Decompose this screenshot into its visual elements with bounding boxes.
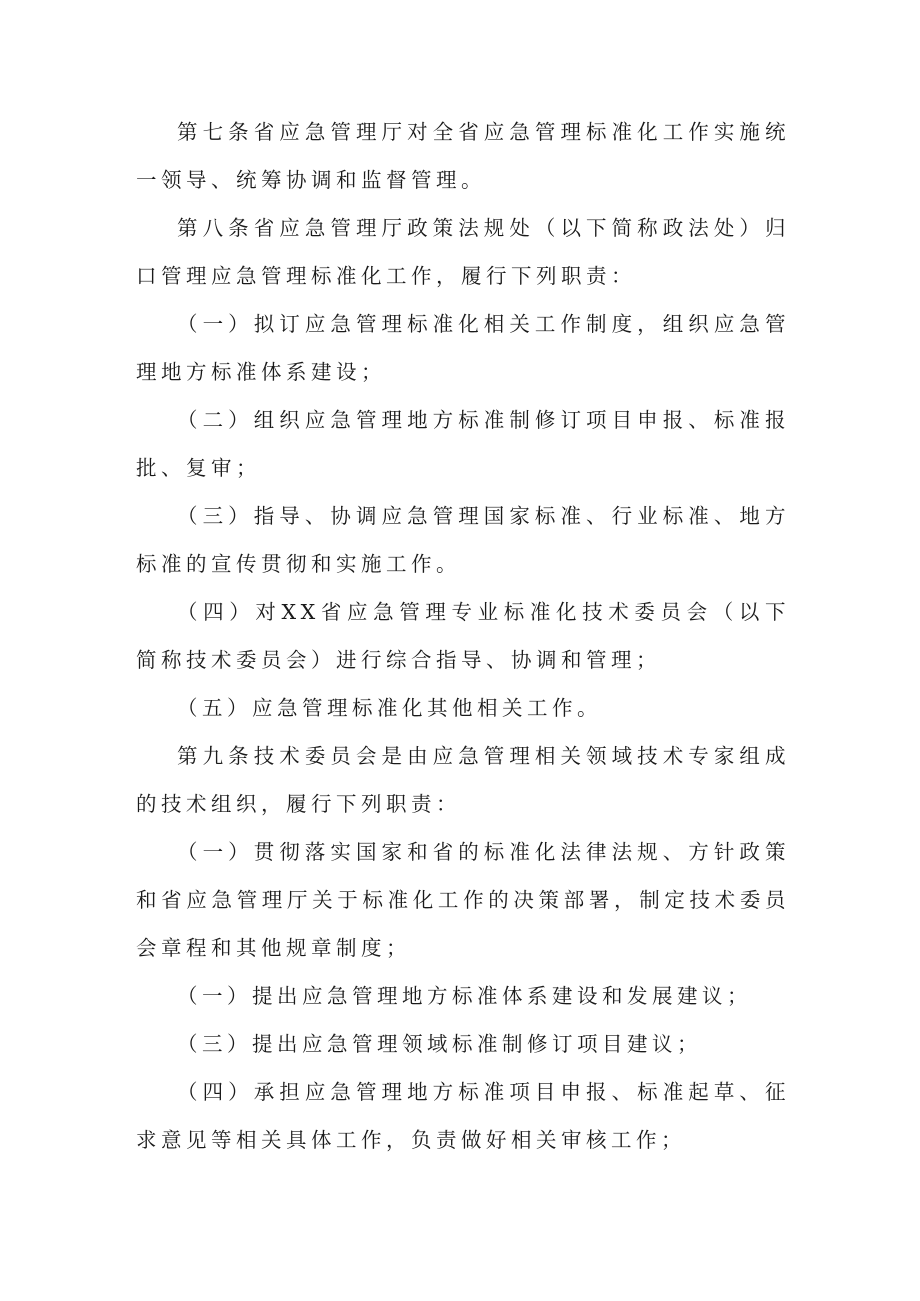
article-8-paragraph: 第八条省应急管理厅政策法规处（以下简称政法处）归口管理应急管理标准化工作，履行下列职责： — [136, 216, 790, 288]
document-body — [136, 108, 790, 1164]
article-9-item-2: （一）提出应急管理地方标准体系建设和发展建议； — [177, 984, 752, 1008]
article-8-item-2: （二）组织应急管理地方标准制修订项目申报、标准报批、复审； — [136, 408, 790, 480]
article-9-item-4: （四）承担应急管理地方标准项目申报、标准起草、征求意见等相关具体工作，负责做好相关审核工作； — [136, 1080, 790, 1152]
article-9-item-3: （三）提出应急管理领域标准制修订项目建议； — [177, 1032, 702, 1056]
article-8-item-1: （一）拟订应急管理标准化相关工作制度，组织应急管理地方标准体系建设； — [136, 312, 790, 384]
article-7-paragraph: 第七条省应急管理厅对全省应急管理标准化工作实施统一领导、统筹协调和监督管理。 — [136, 120, 790, 192]
article-9-item-1: （一）贯彻落实国家和省的标准化法律法规、方针政策和省应急管理厅关于标准化工作的决策部署，制定技术委员会章程和其他规章制度； — [136, 840, 790, 960]
article-8-item-5: （五）应急管理标准化其他相关工作。 — [177, 696, 602, 720]
article-9-paragraph: 第九条技术委员会是由应急管理相关领域技术专家组成的技术组织，履行下列职责： — [136, 744, 790, 816]
article-8-item-3: （三）指导、协调应急管理国家标准、行业标准、地方标准的宣传贯彻和实施工作。 — [136, 504, 790, 576]
article-8-item-4: （四）对XX省应急管理专业标准化技术委员会（以下简称技术委员会）进行综合指导、协调和管理； — [136, 600, 790, 672]
